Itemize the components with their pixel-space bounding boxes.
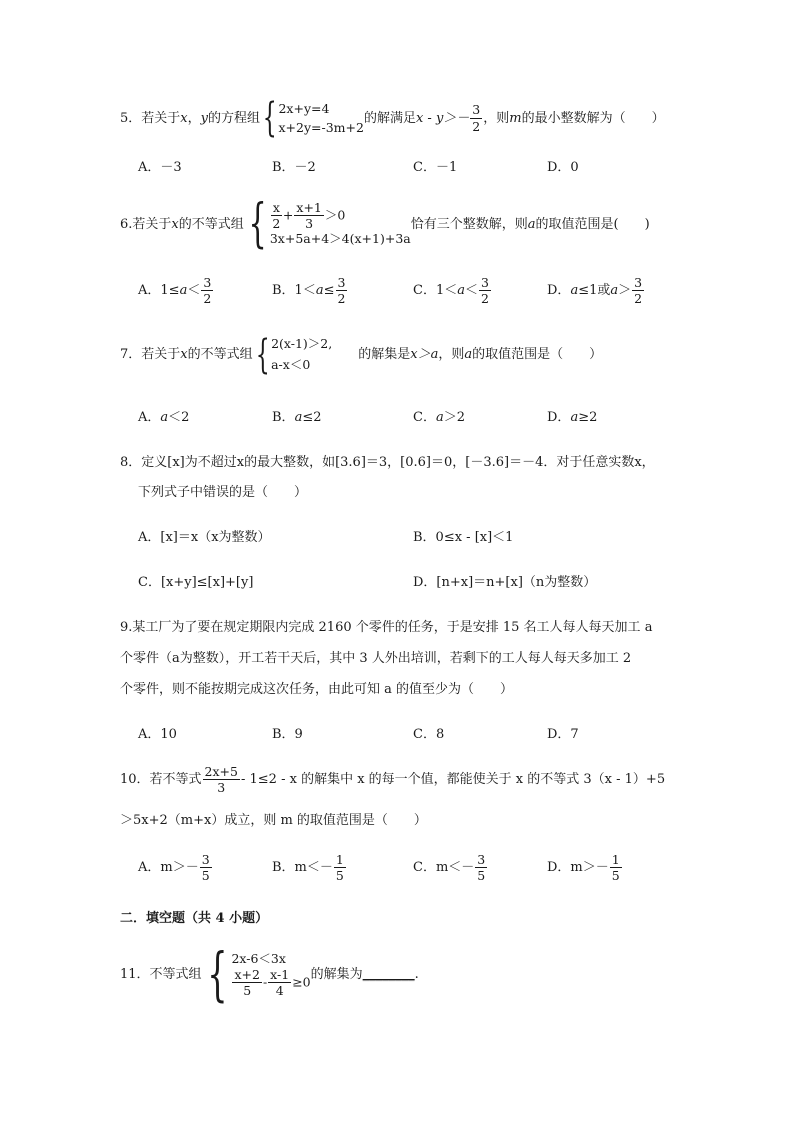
var-x: x (171, 216, 179, 232)
q6-stem-b: 的不等式组 (178, 216, 244, 232)
q9-option-b: B．9 (272, 727, 303, 742)
q6-option-d: D．a≤1或a＞ $\frac{3}{2}$ (547, 275, 643, 307)
section-heading: 二．填空题（共 4 小题） (120, 911, 269, 926)
q6-stem-a: 6.若关于 (120, 216, 172, 232)
q5-stem-d: ，则 (483, 110, 510, 126)
q5-option-d: D．0 (547, 160, 579, 175)
q7-option-d: D．a≥2 (547, 410, 598, 425)
left-brace: { (262, 95, 277, 141)
fraction: $\frac{2x+5}{3}$ (204, 764, 238, 796)
var-y: y (200, 110, 208, 126)
inequality-system (271, 334, 332, 375)
q10-stem-b: - 1≤2 - x 的解集中 x 的每一个值，都能使关于 x 的不等式 3（x - 1）+5 (240, 772, 666, 788)
q5-stem-e: 的最小整数解为（ ） (521, 110, 665, 126)
question-9-line-3: 个零件，则不能按期完成这次任务，由此可知 a 的值至少为（ ） (120, 682, 514, 697)
inequality-1: 2(x-1)＞2, (271, 336, 333, 351)
q10-option-b: B．m＜－ $\frac{1}{5}$ (272, 852, 344, 884)
equation-2: x+2y=-3m+2 (278, 120, 364, 135)
question-8-line-2: 下列式子中错误的是（ ） (138, 485, 308, 500)
left-brace: { (248, 194, 267, 254)
q5-sep: ， (187, 110, 201, 126)
question-5 (120, 95, 665, 141)
q6-option-a: A．1≤a＜ $\frac{3}{2}$ (138, 275, 212, 307)
var-x: x (180, 110, 188, 126)
q7-stem-a: 7．若关于 (120, 347, 181, 363)
inequality-2: a-x＜0 (271, 356, 311, 372)
q9-option-d: D．7 (547, 727, 579, 742)
q8-option-a: A．[x]＝x（x为整数） (138, 530, 271, 545)
q7-option-c: C．a＞2 (413, 410, 465, 425)
q10-option-c: C．m＜－ $\frac{3}{5}$ (413, 852, 486, 884)
inequality-1: $\frac{x}{2}$ + $\frac{x+1}{3}$ ＞0 (272, 200, 346, 232)
inequality-2: $\frac{x+2}{5}$ - $\frac{x-1}{4}$ ≥0 (234, 966, 311, 998)
question-6 (120, 194, 650, 254)
left-brace: { (255, 331, 270, 378)
var-a: a (464, 347, 473, 363)
q7-stem-e: 的取值范围是（ ） (472, 347, 603, 363)
q10-option-a: A．m＞－ $\frac{3}{5}$ (138, 852, 210, 884)
left-brace: { (206, 940, 228, 1008)
equation-system (278, 99, 363, 138)
q11-stem-a: 11．不等式组 (120, 966, 202, 982)
inequality-1: 2x-6＜3x (231, 951, 286, 967)
q9-option-a: A．10 (138, 727, 177, 742)
q5-stem-b: 的方程组 (208, 110, 261, 126)
inequality-system (231, 951, 310, 997)
q8-option-b: B．0≤x - [x]＜1 (413, 530, 514, 545)
q8-option-c: C．[x+y]≤[x]+[y] (138, 575, 254, 590)
q6-option-b: B．1＜a≤ $\frac{3}{2}$ (272, 275, 346, 307)
inequality-system (270, 201, 411, 247)
q6-option-c: C．1＜a＜ $\frac{3}{2}$ (413, 275, 489, 307)
question-10-line-2: ＞5x+2（m+x）成立，则 m 的取值范围是（ ） (120, 813, 427, 828)
q10-stem-a: 10．若不等式 (120, 772, 202, 788)
question-8-line-1: 8．定义[x]为不超过x的最大整数，如[3.6]＝3，[0.6]＝0，[－3.6]＝－4．对于任意实数x， (120, 455, 655, 470)
q5-condition: x - y＞－ (415, 110, 470, 126)
question-10-line-1 (120, 765, 665, 794)
q7-stem-d: ，则 (438, 347, 465, 363)
question-9-line-2: 个零件（a为整数），开工若干天后，其中 3 人外出培训，若剩下的工人每人每天多加工 2 (120, 651, 632, 666)
q10-option-d: D．m＞－ $\frac{1}{5}$ (547, 852, 620, 884)
question-9-line-1: 9.某工厂为了要在规定期限内完成 2160 个零件的任务，于是安排 15 名工人每人每天加工 a (120, 620, 653, 635)
q7-stem-b: 的不等式组 (187, 347, 253, 363)
answer-blank: ________ (362, 966, 415, 982)
inequality-2: 3x+5a+4＞4(x+1)+3a (269, 230, 411, 246)
equation-1: 2x+y=4 (278, 100, 330, 116)
q7-condition: x＞a (410, 347, 439, 363)
q5-stem-a: 5．若关于 (120, 110, 181, 126)
var-m: m (509, 110, 522, 126)
q5-option-b: B．－2 (272, 160, 316, 175)
q5-stem-c: 的解满足 (363, 110, 416, 126)
q6-stem-c: 恰有三个整数解，则 (410, 216, 528, 232)
q5-option-c: C．－1 (413, 160, 458, 175)
q5-option-a: A．－3 (138, 160, 182, 175)
q8-option-d: D．[n+x]＝n+[x]（n为整数） (413, 575, 597, 590)
q9-option-c: C．8 (413, 727, 445, 742)
q6-stem-d: 的取值范围是( ) (535, 216, 650, 232)
q7-stem-c: 的解集是 (358, 347, 411, 363)
question-7 (120, 331, 603, 378)
fraction: $\frac{3}{2}$ (472, 102, 481, 134)
question-11 (120, 940, 419, 1008)
q11-end: . (414, 966, 419, 982)
q7-option-b: B．a≤2 (272, 410, 322, 425)
q7-option-a: A．a＜2 (138, 410, 190, 425)
var-x: x (180, 347, 188, 363)
var-a: a (527, 216, 536, 232)
q11-stem-b: 的解集为 (310, 966, 363, 982)
